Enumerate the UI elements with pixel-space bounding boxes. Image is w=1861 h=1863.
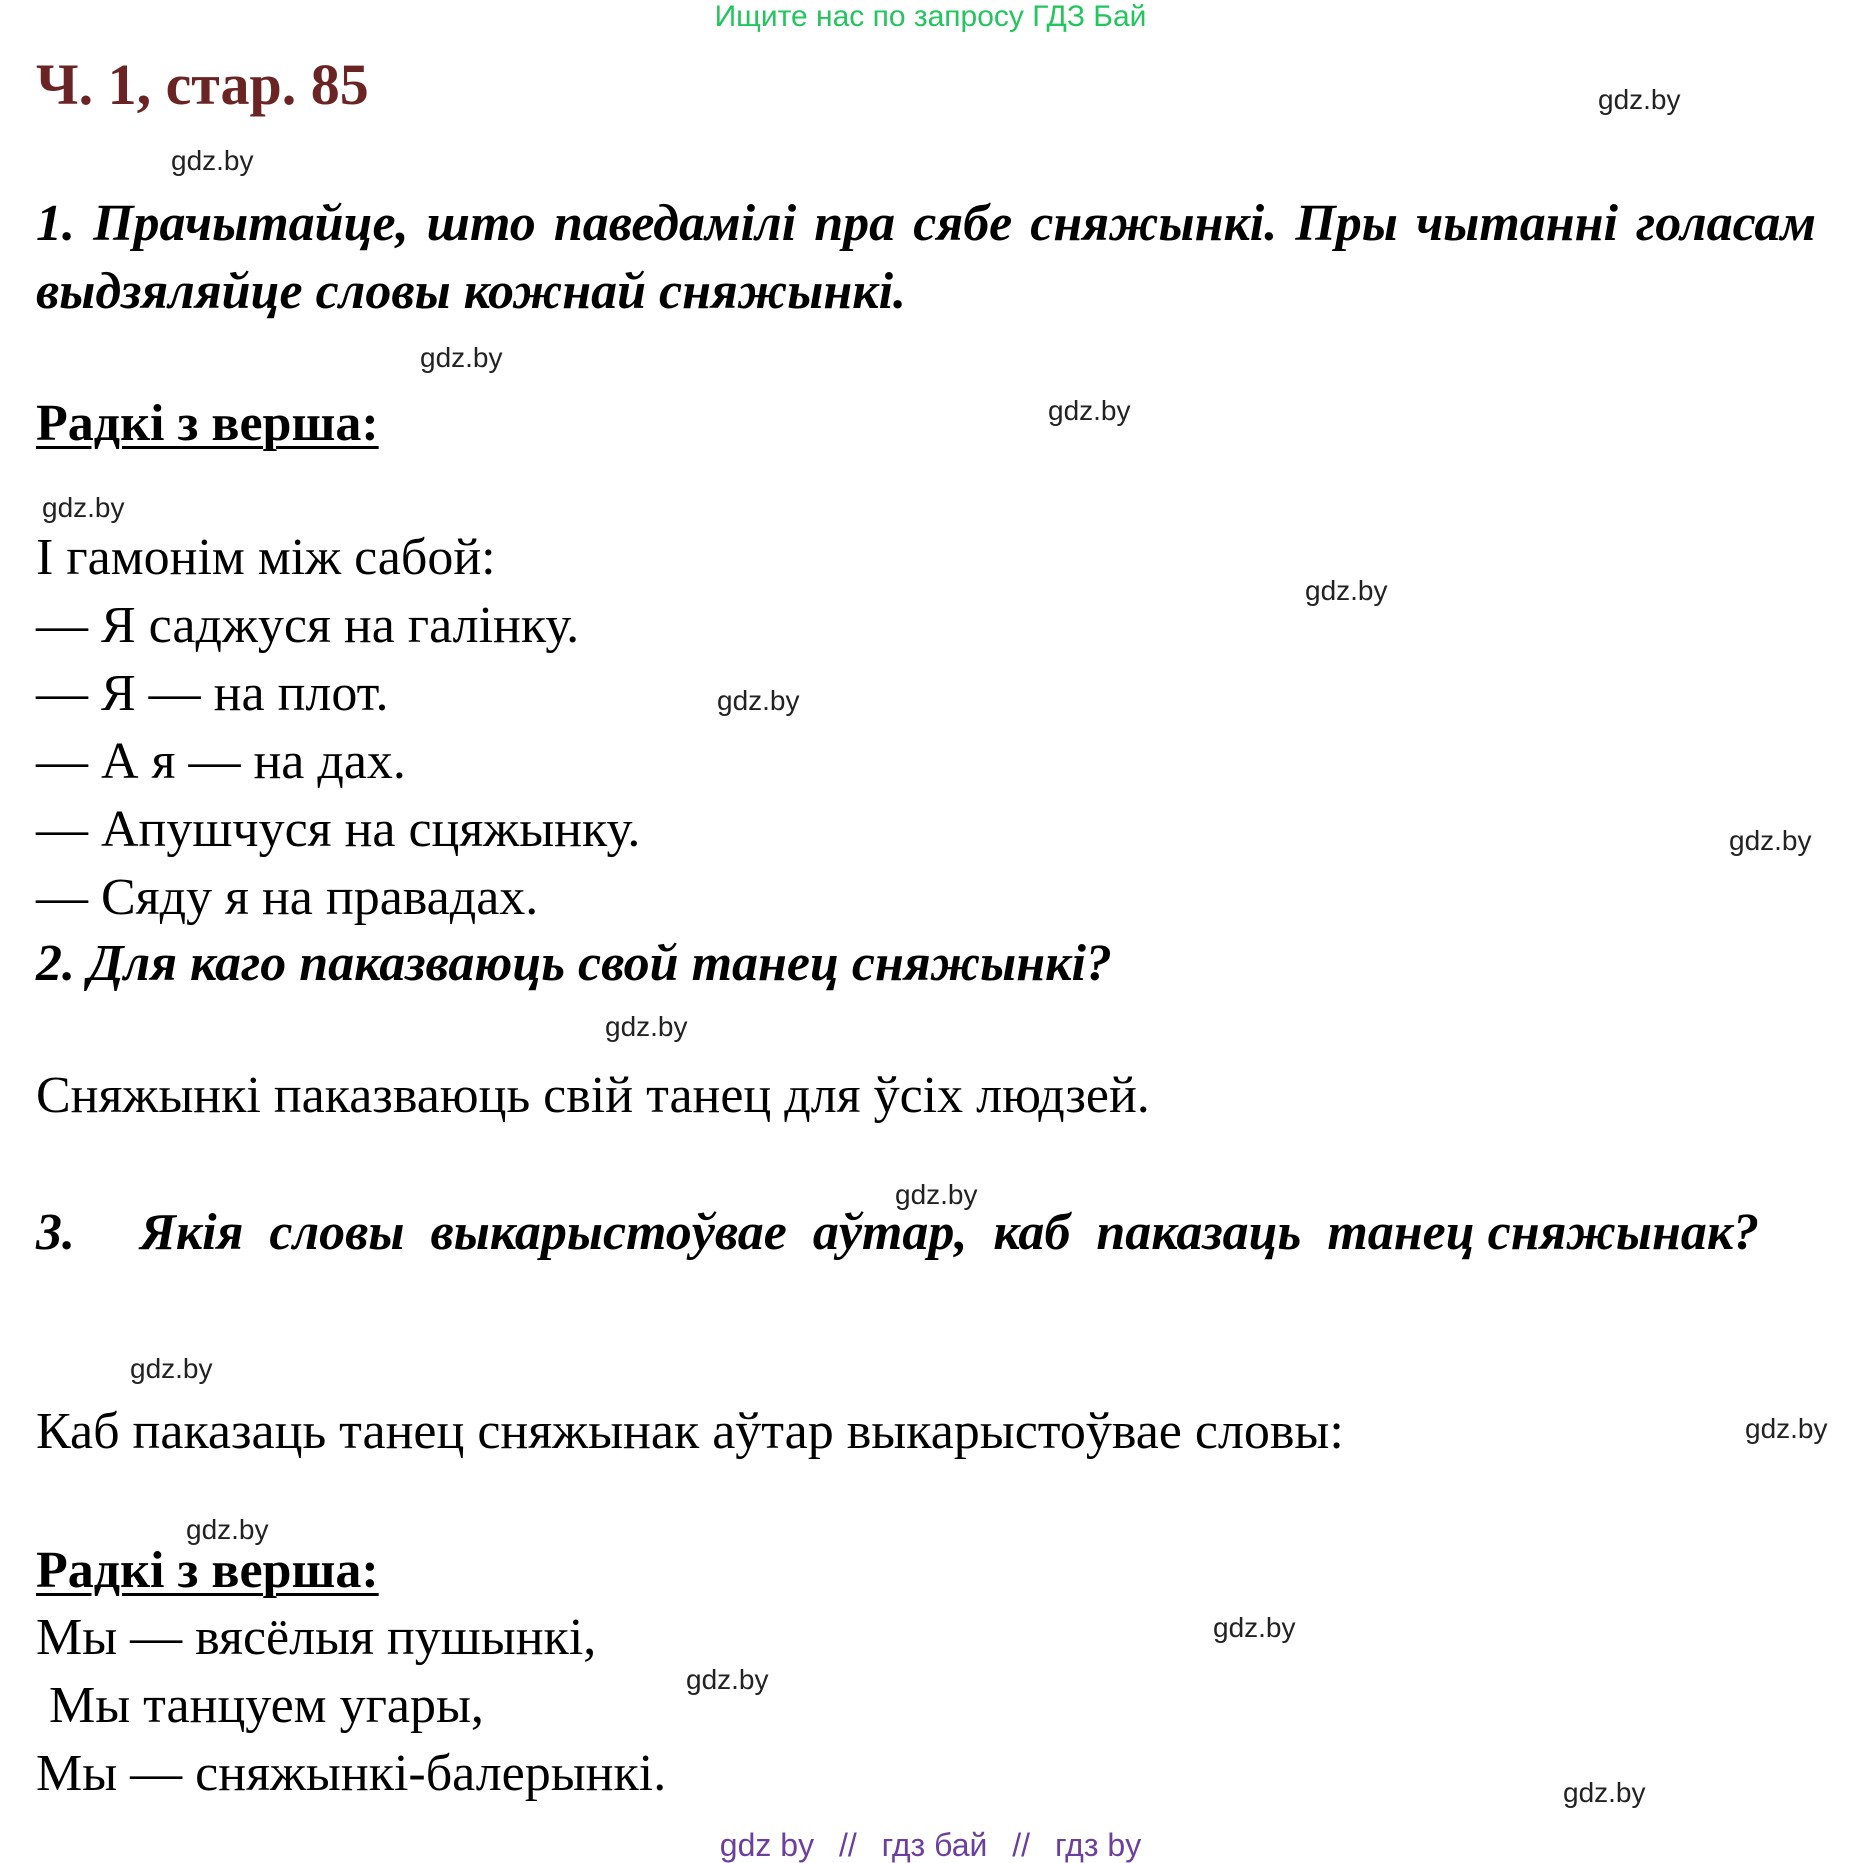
poem-line: — А я — на дах. [36,733,406,790]
top-banner: Ищите нас по запросу ГДЗ Бай [714,0,1147,33]
watermark: gdz.by [1745,1413,1828,1444]
poem-line: — Апушчуся на сцяжынку. [36,801,641,858]
watermark: gdz.by [130,1353,213,1384]
watermark: gdz.by [1213,1612,1296,1643]
watermark: gdz.by [420,342,503,373]
poem-line: Мы — вясёлыя пушынкі, [36,1609,597,1666]
watermark: gdz.by [717,685,800,716]
task3-question: 3. Якія словы выкарыстоўвае аўтар, каб паказаць танец сняжынак? [36,1204,1760,1261]
task2-answer: Сняжынкі паказваюць свій танец для ўсіх людзей. [36,1067,1150,1124]
watermark: gdz.by [1048,395,1131,426]
footer-item: гдз бай [881,1827,988,1863]
task1-section-heading: Радкі з верша: [36,395,379,452]
watermark: gdz.by [186,1514,269,1545]
watermark: gdz.by [1305,575,1388,606]
watermark: gdz.by [1563,1777,1646,1808]
watermark: gdz.by [42,492,125,523]
poem-line: — Я — на плот. [36,665,389,722]
poem-line: — Сяду я на правадах. [36,869,539,926]
watermark: gdz.by [895,1179,978,1210]
watermark: gdz.by [605,1011,688,1042]
footer-separator: // [1012,1827,1031,1863]
task3-section-heading: Радкі з верша: [36,1542,379,1599]
poem-line: Мы танцуем угары, [36,1677,484,1734]
footer [0,1827,1861,1863]
watermark: gdz.by [171,145,254,176]
watermark: gdz.by [1729,825,1812,856]
task3-answer: Каб паказаць танец сняжынак аўтар выкарыстоўвае словы: [36,1403,1344,1460]
footer-separator: // [838,1827,857,1863]
poem-line: — Я саджуся на галінку. [36,597,580,654]
task2-question: 2. Для каго паказваюць свой танец сняжынкі? [36,935,1112,992]
watermark: gdz.by [686,1664,769,1695]
watermark: gdz.by [1598,84,1681,115]
footer-item: gdz by [719,1827,815,1863]
task1-question: 1. Прачытайце, што паведамілі пра сябе сняжынкі. Пры чытанні голасам выдзяляйце словы кожнай сняжынкі. [36,195,1816,320]
poem-line: І гамонім між сабой: [36,529,496,586]
poem-line: Мы — сняжынкі-балерынкі. [36,1745,667,1802]
page-title: Ч. 1, стар. 85 [36,52,369,117]
footer-item: гдз by [1054,1827,1142,1863]
